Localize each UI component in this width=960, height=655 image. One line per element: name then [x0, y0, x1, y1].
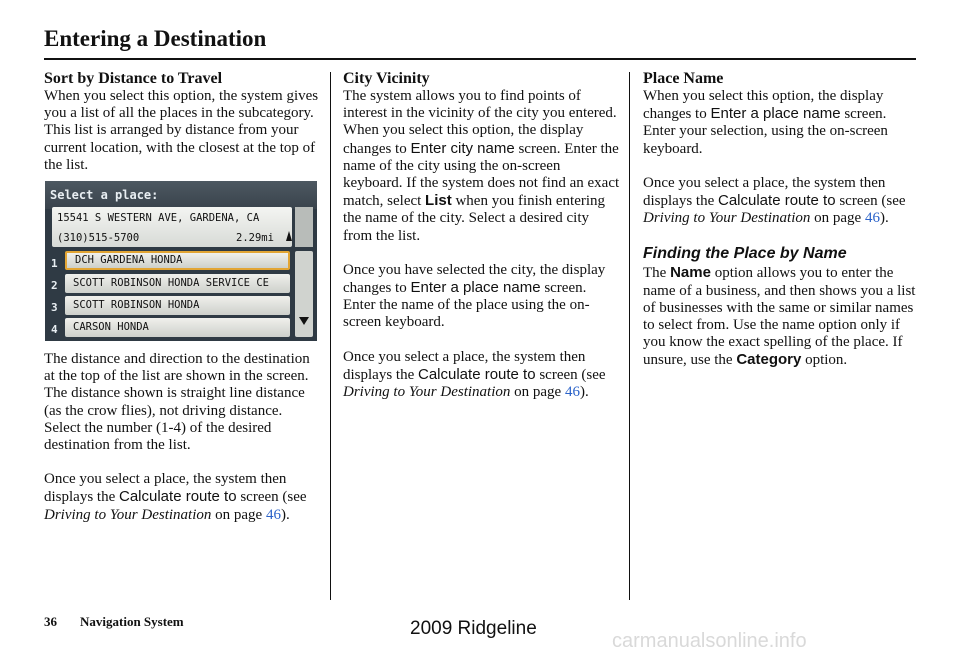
- screen-name-enter-city: Enter city name: [410, 139, 515, 157]
- nav-list-item[interactable]: SCOTT ROBINSON HONDA: [65, 296, 290, 315]
- text-run: screen. Enter the name of the place using the on-screen keyboard.: [343, 280, 590, 331]
- page-link[interactable]: 46: [564, 384, 580, 401]
- text-run: on page: [510, 384, 565, 401]
- nav-list-item[interactable]: SCOTT ROBINSON HONDA SERVICE CE: [65, 274, 290, 293]
- screen-name-calculate-route: Calculate route to: [119, 488, 237, 506]
- text-run: screen (see: [236, 489, 307, 506]
- nav-item-number: 3: [51, 301, 58, 315]
- nav-item-number: 4: [51, 323, 58, 337]
- text-run: screen (see: [835, 193, 906, 210]
- footer-model-name: 2009 Ridgeline: [410, 618, 537, 639]
- page-link[interactable]: 46: [265, 506, 281, 523]
- screen-name-enter-place: Enter a place name: [410, 279, 541, 297]
- paragraph: [343, 349, 621, 402]
- text-run: Once you select a place, the system then displays the: [44, 471, 287, 506]
- text-run: Once you select a place, the system then displays the: [343, 348, 586, 383]
- nav-list-item[interactable]: CARSON HONDA: [65, 318, 290, 337]
- screen-name-enter-place: Enter a place name: [710, 105, 841, 123]
- cross-reference: Driving to Your Destination: [643, 210, 811, 227]
- screen-name-calculate-route: Calculate route to: [718, 192, 836, 210]
- column-sort-by-distance: [44, 70, 320, 541]
- column-divider: [629, 72, 630, 600]
- nav-screen-title: Select a place:: [50, 188, 159, 203]
- text-run: on page: [211, 506, 266, 523]
- text-run: When you select this option, the display changes to: [643, 88, 884, 123]
- paragraph: [643, 88, 917, 158]
- watermark: carmanualsonline.info: [612, 630, 807, 652]
- text-run: screen. Enter your selection, using the on-screen keyboard.: [643, 106, 888, 157]
- paragraph: The distance and direction to the destination at the top of the list are shown in the screen. The distance shown is straight line distance (as the crow flies), not driving distance. Select the number (1-4) of the desired destination from the list.: [44, 351, 310, 454]
- nav-item-number: 2: [51, 279, 58, 293]
- text-run: screen. Enter the name of the city using the on-screen keyboard. If the system does not find an exact match, select: [343, 140, 620, 210]
- section-heading-place-name: Place Name: [643, 70, 724, 87]
- option-name-name: Name: [670, 264, 711, 282]
- paragraph: [643, 264, 917, 369]
- paragraph: [343, 88, 621, 245]
- nav-place-info: [52, 207, 292, 247]
- text-run: The: [643, 265, 671, 282]
- page-number: 36: [44, 614, 57, 629]
- scroll-down-icon[interactable]: [299, 317, 309, 325]
- text-run: Once you have selected the city, the display changes to: [343, 261, 606, 297]
- nav-address: 15541 S WESTERN AVE, GARDENA, CA: [57, 212, 260, 225]
- cross-reference: Driving to Your Destination: [44, 506, 212, 523]
- text-run: when you finish entering the name of the city. Select a desired city from the list.: [343, 193, 606, 244]
- column-city-vicinity: [343, 70, 621, 418]
- footer-section-name: Navigation System: [80, 614, 184, 629]
- nav-distance: 2.29mi: [236, 232, 274, 245]
- nav-list-item-selected[interactable]: DCH GARDENA HONDA: [65, 251, 290, 270]
- cross-reference: Driving to Your Destination: [343, 384, 511, 401]
- subsection-heading-find-by-name: Finding the Place by Name: [643, 245, 847, 263]
- text-run: option allows you to enter the name of a business, and then shows you a list of businesses with the same or similar names to select from. Use the name option only if you know the exact spelling of the place. If unsure, use the: [643, 265, 916, 369]
- nav-scroll-top: [295, 207, 313, 247]
- paragraph: [343, 262, 621, 332]
- paragraph: [643, 175, 917, 228]
- text-run: ).: [579, 384, 589, 401]
- button-name-list: List: [425, 192, 452, 210]
- text-run: Once you select a place, the system then displays the: [643, 174, 886, 210]
- paragraph: [44, 471, 320, 524]
- nav-item-number: 1: [51, 257, 58, 271]
- section-heading-city-vicinity: City Vicinity: [343, 70, 430, 87]
- text-run: option.: [801, 352, 848, 369]
- page-link[interactable]: 46: [864, 210, 880, 227]
- nav-screen-image: [45, 181, 317, 341]
- nav-phone: (310)515-5700: [57, 232, 140, 245]
- option-name-category: Category: [736, 351, 802, 369]
- column-divider: [330, 72, 331, 600]
- page-title: Entering a Destination: [44, 26, 267, 51]
- paragraph: When you select this option, the system gives you a list of all the places in the subcategory. This list is arranged by distance from your current location, with the closest at the top of the list.: [44, 88, 319, 173]
- section-heading-sort-by-distance: Sort by Distance to Travel: [44, 70, 223, 87]
- direction-arrow-icon: [286, 231, 292, 241]
- column-place-name: [643, 70, 917, 387]
- screen-name-calculate-route: Calculate route to: [418, 365, 536, 383]
- text-run: on page: [810, 210, 865, 227]
- title-rule: [44, 58, 916, 60]
- text-run: ).: [879, 210, 889, 227]
- text-run: ).: [280, 506, 290, 523]
- text-run: The system allows you to find points of interest in the vicinity of the city you entered. When you select this option, the display changes to: [343, 88, 617, 157]
- text-run: screen (see: [535, 366, 606, 383]
